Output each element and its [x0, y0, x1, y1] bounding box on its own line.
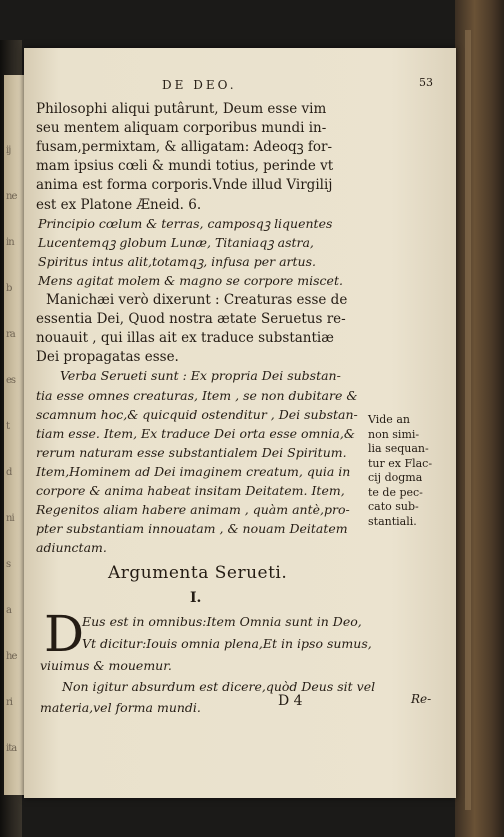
running-head: DE DEO.: [162, 78, 237, 92]
catchword: Re-: [411, 692, 432, 706]
section-number: I.: [190, 590, 202, 606]
text-line: Item,Hominem ad Dei imaginem creatum, quia in: [36, 463, 351, 479]
left-page-fragment: es: [6, 375, 16, 386]
left-page-fragment: t: [6, 421, 10, 432]
argument-line: viuimus & mouemur.: [40, 658, 172, 673]
text-line: Dei propagatas esse.: [36, 349, 179, 366]
drop-cap: D: [44, 605, 85, 663]
text-line: Lucentemqꝫ globum Lunæ, Titaniaqꝫ astra,: [38, 234, 314, 250]
margin-note-line: cato sub-: [368, 500, 419, 513]
text-line: pter substantiam innouatam , & nouam Deitatem: [36, 521, 348, 537]
left-page-fragment: ri: [6, 697, 12, 708]
text-line: est ex Platone Æneid. 6.: [36, 196, 202, 213]
text-line: rerum naturam esse substantialem Dei Spiritum.: [36, 444, 347, 460]
book-cover-edge: [455, 0, 504, 837]
page-number: 53: [419, 76, 433, 89]
argument-line: Non igitur absurdum est dicere,quòd Deus sit vel: [62, 679, 376, 694]
margin-note-line: stantiali.: [368, 514, 417, 528]
margin-note-line: Vide an: [368, 413, 410, 426]
left-page-fragment: he: [6, 651, 17, 662]
text-line: Spiritus intus alit,totamqꝫ, infusa per artus.: [38, 253, 316, 269]
text-line: Manichæi verò dixerunt : Creaturas esse de: [46, 292, 348, 308]
text-line: Regenitos aliam habere animam , quàm antè,pro-: [36, 502, 350, 518]
margin-note: [368, 413, 432, 529]
margin-note-line: tur ex Flac-: [368, 456, 433, 470]
argument-line: Eus est in omnibus:Item Omnia sunt in Deo,: [82, 614, 362, 629]
text-line: corpore & anima habeat insitam Deitatem. Item,: [36, 483, 345, 498]
text-line: Principio cœlum & terras, camposqꝫ liquentes: [38, 215, 333, 231]
text-line: mam ipsius cœli & mundi totius, perinde vt: [36, 158, 334, 175]
text-line: essentia Dei, Quod nostra ætate Seruetus re-: [36, 311, 346, 328]
text-line: fusam,permixtam, & alligatam: Adeoqꝫ for-: [36, 139, 333, 156]
left-page-fragment: in: [6, 237, 14, 248]
margin-note-line: non simi-: [368, 427, 420, 441]
left-page-fragment: ra: [6, 329, 15, 340]
left-page-fragment: ita: [6, 743, 17, 754]
text-line: Philosophi aliqui putârunt, Deum esse vim: [36, 101, 327, 117]
text-line: scamnum hoc,& quicquid ostenditur , Dei substan-: [36, 406, 358, 422]
left-page-fragment: b: [6, 283, 12, 294]
argument-line: Vt dicitur:Iouis omnia plena,Et in ipso sumus,: [82, 636, 372, 651]
text-line: tia esse omnes creaturas, Item , se non dubitare &: [36, 387, 358, 403]
signature-mark: D 4: [278, 693, 303, 709]
margin-note-line: te de pec-: [368, 485, 423, 499]
left-page-fragment: s: [6, 559, 11, 570]
text-line: anima est forma corporis.Vnde illud Virgilij: [36, 177, 333, 194]
text-line: nouauit , qui illas ait ex traduce substantiæ: [36, 330, 334, 347]
margin-note-line: cij dogma: [368, 471, 423, 484]
section-title: Argumenta Serueti.: [108, 563, 288, 583]
text-line: adiunctam.: [36, 540, 107, 556]
left-page-fragment: d: [6, 467, 12, 478]
argument-line: materia,vel forma mundi.: [40, 700, 201, 715]
text-line: seu mentem aliquam corporibus mundi in-: [36, 120, 327, 137]
left-page-fragment: ij: [6, 145, 11, 156]
left-page-fragment: ne: [6, 191, 17, 202]
left-page-fragment: a: [6, 605, 11, 616]
text-line: Verba Serueti sunt : Ex propria Dei substan-: [60, 368, 341, 384]
left-page-fragment: ni: [6, 513, 14, 524]
text-line: tiam esse. Item, Ex traduce Dei orta esse omnia,&: [36, 425, 355, 441]
text-line: Mens agitat molem & magno se corpore miscet.: [38, 272, 343, 288]
margin-note-line: lia sequan-: [368, 442, 429, 455]
